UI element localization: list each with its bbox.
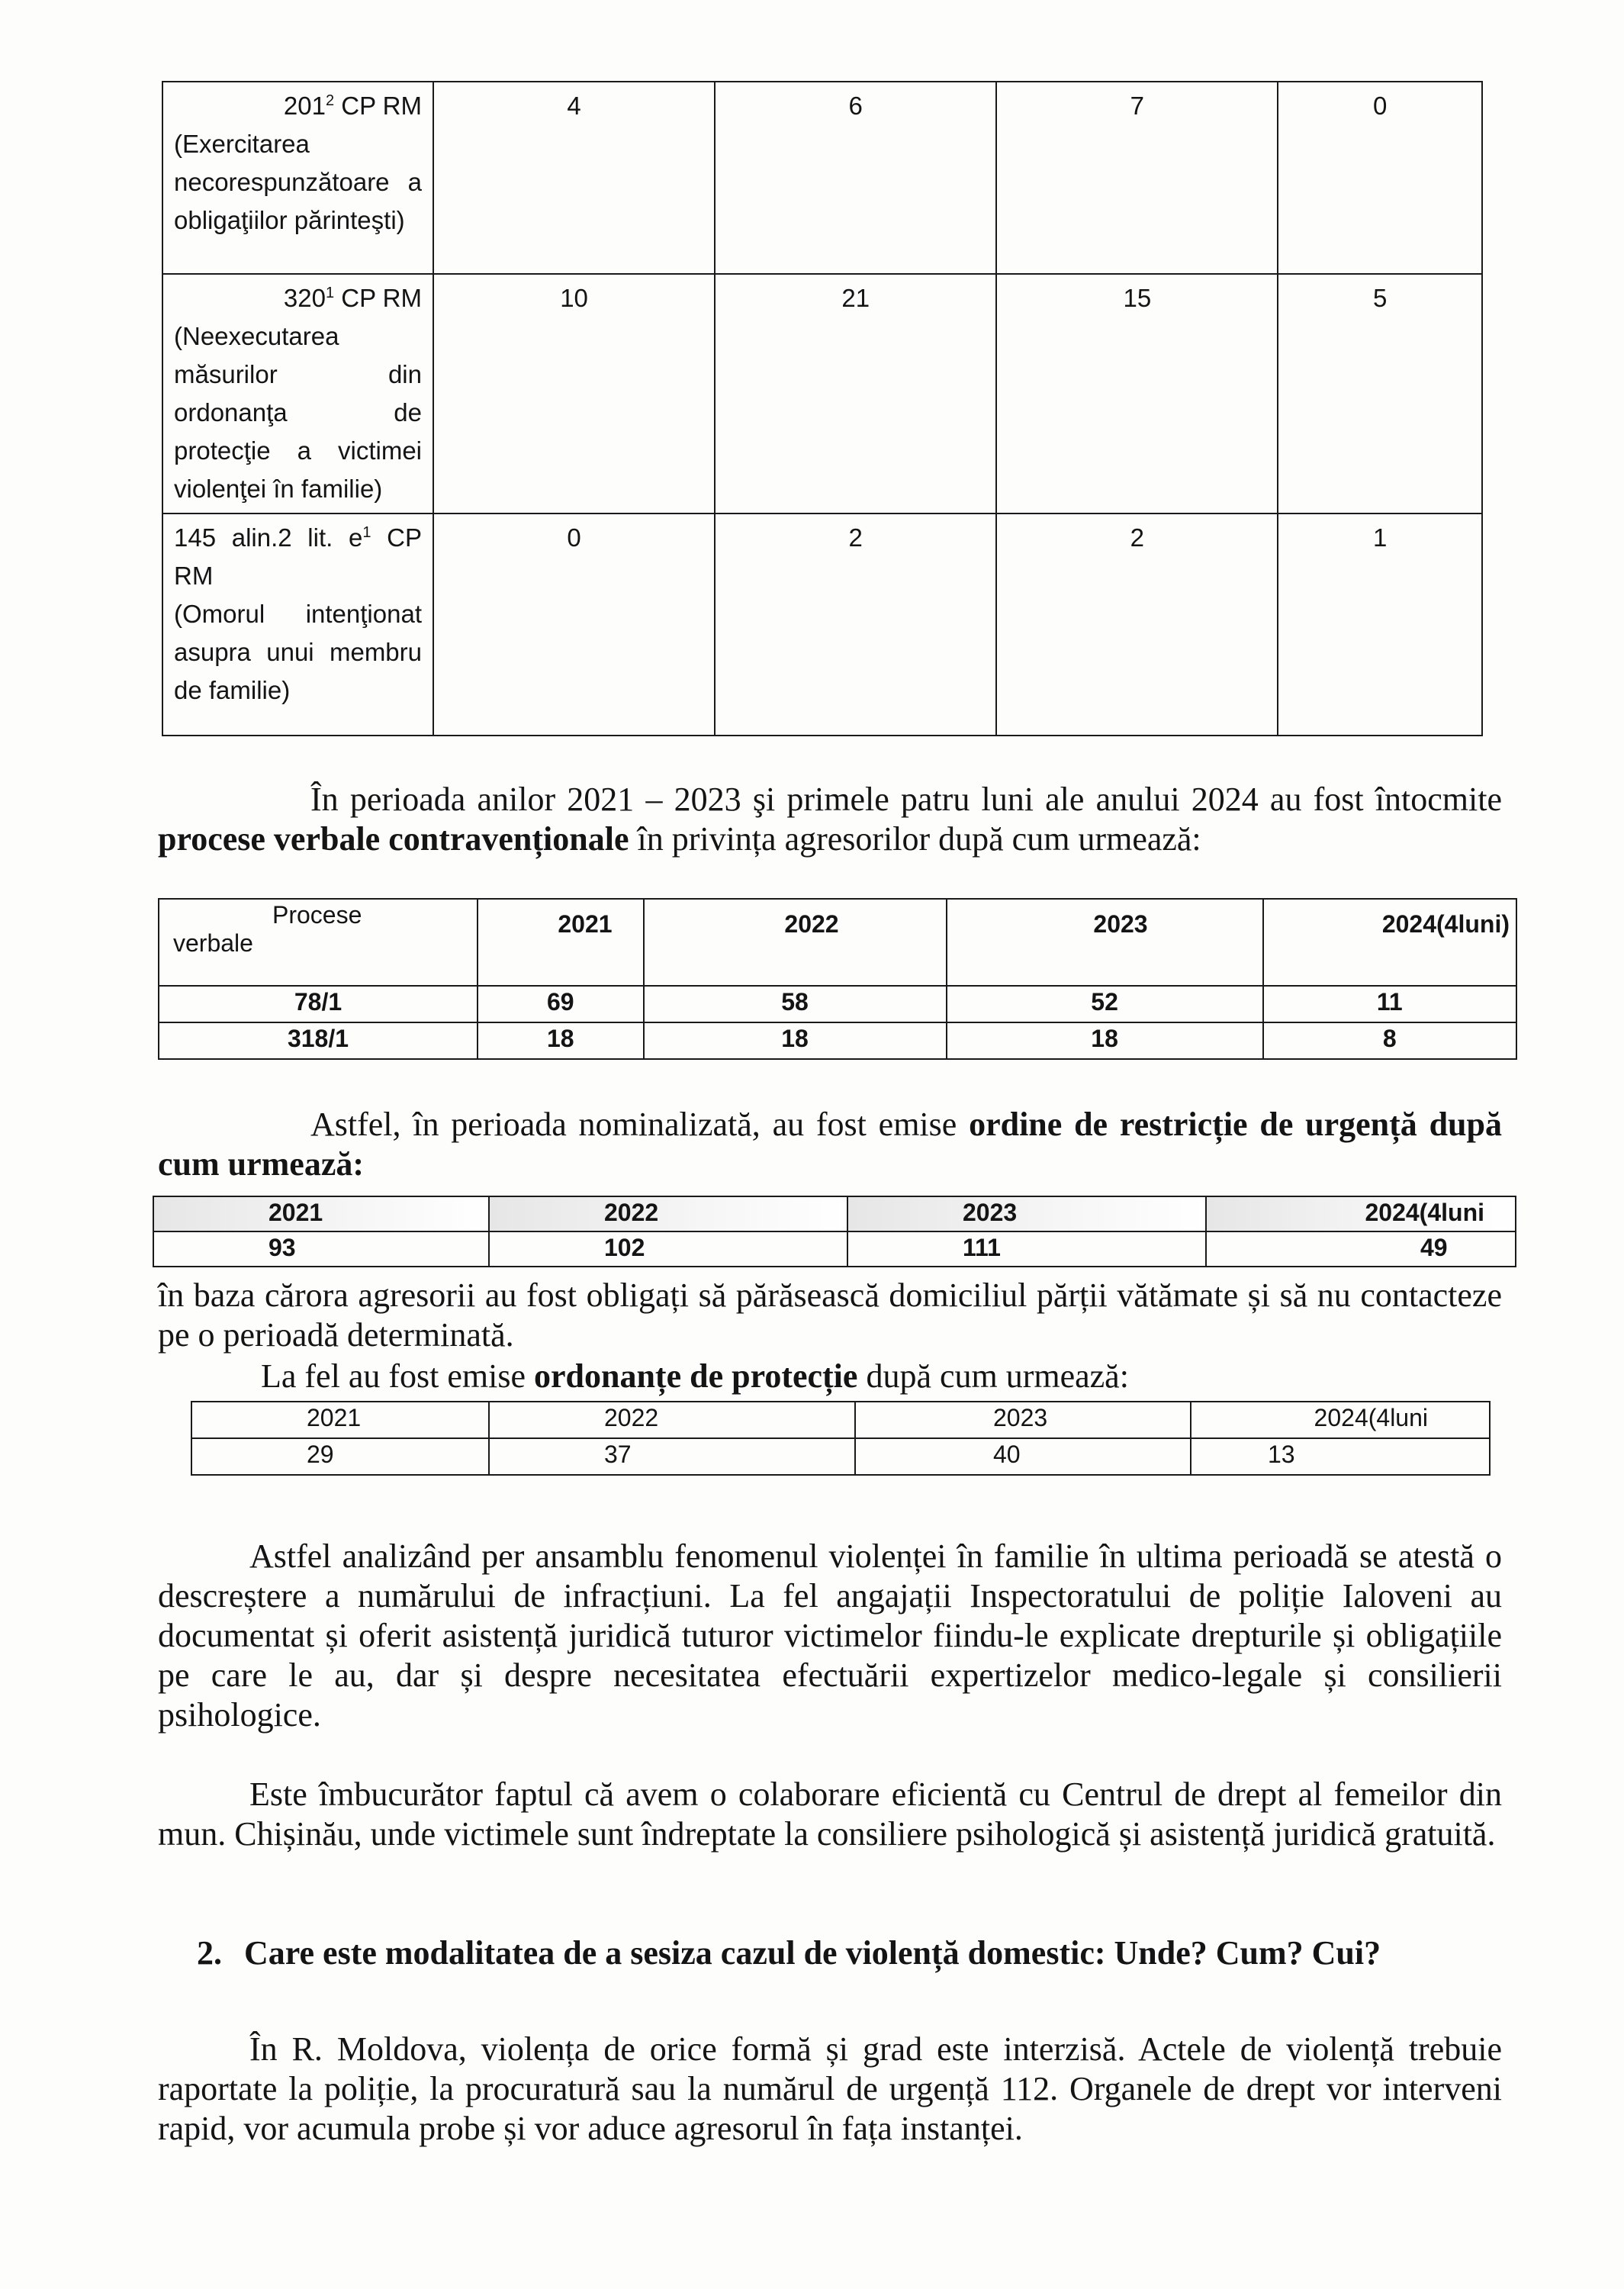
paragraph-collaboration: Este îmbucurător faptul că avem o colaborare eficientă cu Centrul de drept al femeilor din mun. Chișinău, unde victimele sunt îndreptate la consiliere psihologică și asistență juridică gratuită. bbox=[158, 1776, 1502, 1853]
value-cell: 111 bbox=[847, 1231, 1206, 1267]
table-row bbox=[162, 274, 1482, 513]
row-label: 78/1 bbox=[159, 986, 478, 1022]
value-cell: 37 bbox=[489, 1438, 855, 1475]
ordonante-protectie-table bbox=[191, 1401, 1491, 1476]
question-heading bbox=[197, 1930, 1494, 1976]
column-header: 2023 bbox=[947, 899, 1263, 986]
offence-description: (Neexecutarea măsurilor din ordonanţa de protecţie a victimei violenţei în familie) bbox=[174, 322, 422, 503]
value-cell: 18 bbox=[478, 1022, 644, 1059]
value-cell: 7 bbox=[996, 82, 1278, 274]
offence-code: $201^2$ CP RM bbox=[283, 92, 422, 120]
row-label: 318/1 bbox=[159, 1022, 478, 1059]
value-cell: 18 bbox=[644, 1022, 947, 1059]
column-header: Procese verbale bbox=[159, 899, 478, 986]
value-cell: 49 bbox=[1206, 1231, 1516, 1267]
column-header: 2021 bbox=[191, 1402, 489, 1438]
column-header: 2022 bbox=[644, 899, 947, 986]
table-header-row bbox=[191, 1402, 1490, 1438]
value-cell: 2 bbox=[715, 513, 996, 736]
value-cell: 2 bbox=[996, 513, 1278, 736]
table-row bbox=[153, 1231, 1516, 1267]
column-header: 2021 bbox=[153, 1196, 489, 1231]
value-cell: 18 bbox=[947, 1022, 1263, 1059]
paragraph-analysis: Astfel analizând per ansamblu fenomenul violenței în familie în ultima perioadă se atestă o descreștere a numărului de infracțiuni. La fel angajații Inspectoratului de poliție Ialoveni au documentat și oferit asistență juridică tuturor victimelor fiindu-le explicate drepturile și obligațiile pe care le au, dar și despre necesitatea efectuării expertizelor medico-legale și consilierii psihologice. bbox=[158, 1537, 1502, 1734]
paragraph-procese-verbale: În perioada anilor 2021 – 2023 şi primele patru luni ale anului 2024 au fost întocmite procese verbale contravenționale în privința agresorilor după cum urmează: bbox=[158, 781, 1502, 858]
value-cell: 11 bbox=[1263, 986, 1516, 1022]
paragraph-ordonante-protectie: La fel au fost emise ordonanțe de protecție după cum urmează: bbox=[261, 1357, 1129, 1395]
value-cell: 58 bbox=[644, 986, 947, 1022]
table-header-row bbox=[153, 1196, 1516, 1231]
value-cell: 102 bbox=[489, 1231, 847, 1267]
value-cell: 6 bbox=[715, 82, 996, 274]
paragraph-answer: În R. Moldova, violența de orice formă și grad este interzisă. Actele de violență trebuie raportate la poliție, la procuratură sau la numărul de urgență 112. Organele de drept vor interveni rapid, vor acumula probe și vor aduce agresorul în fața instanței. bbox=[158, 2030, 1502, 2147]
column-header: 2021 bbox=[478, 899, 644, 986]
offences-table bbox=[162, 81, 1483, 736]
table-row bbox=[159, 986, 1516, 1022]
emphasis: procese verbale contravenționale bbox=[158, 820, 629, 858]
value-cell: 0 bbox=[1278, 82, 1482, 274]
value-cell: 21 bbox=[715, 274, 996, 513]
offence-code: 145 alin.2 lit. $e^1$ CP RM bbox=[174, 523, 422, 590]
offence-description: (Exercitarea necorespunzătoare a obligaţiilor părinteşti) bbox=[174, 130, 422, 234]
ordine-restrictie-table bbox=[153, 1196, 1516, 1267]
column-header: 2022 bbox=[489, 1196, 847, 1231]
table-header-row bbox=[159, 899, 1516, 986]
value-cell: 69 bbox=[478, 986, 644, 1022]
offence-description: (Omorul intenţionat asupra unui membru de familie) bbox=[174, 600, 422, 704]
column-header: 2022 bbox=[489, 1402, 855, 1438]
column-header: 2024(4luni bbox=[1206, 1196, 1516, 1231]
value-cell: 15 bbox=[996, 274, 1278, 513]
offence-code: $320^1$ CP RM bbox=[283, 284, 422, 312]
value-cell: 0 bbox=[433, 513, 715, 736]
value-cell: 8 bbox=[1263, 1022, 1516, 1059]
question-number: 2. bbox=[197, 1934, 222, 1972]
paragraph-ordine-restrictie: Astfel, în perioada nominalizată, au fost emise ordine de restricție de urgență după cum urmează: bbox=[158, 1106, 1502, 1183]
value-cell: 5 bbox=[1278, 274, 1482, 513]
value-cell: 13 bbox=[1191, 1438, 1490, 1475]
procese-verbale-table bbox=[158, 898, 1517, 1060]
value-cell: 29 bbox=[191, 1438, 489, 1475]
table-row bbox=[159, 1022, 1516, 1059]
table-row bbox=[162, 513, 1482, 736]
value-cell: 52 bbox=[947, 986, 1263, 1022]
table-row bbox=[191, 1438, 1490, 1475]
paragraph-ordine-effect: în baza cărora agresorii au fost obligați să părăsească domiciliul părții vătămate și să nu contacteze pe o perioadă determinată. bbox=[158, 1276, 1502, 1354]
offence-label-cell bbox=[162, 513, 433, 736]
offence-label-cell bbox=[162, 274, 433, 513]
table-row bbox=[162, 82, 1482, 274]
column-header: 2024(4luni bbox=[1191, 1402, 1490, 1438]
column-header: 2024(4luni) bbox=[1263, 899, 1516, 986]
value-cell: 4 bbox=[433, 82, 715, 274]
value-cell: 10 bbox=[433, 274, 715, 513]
offence-label-cell bbox=[162, 82, 433, 274]
column-header: 2023 bbox=[847, 1196, 1206, 1231]
value-cell: 40 bbox=[855, 1438, 1191, 1475]
emphasis: ordine de restricție de urgență după cum urmează: bbox=[158, 1106, 1502, 1183]
emphasis: ordonanțe de protecție bbox=[533, 1357, 858, 1395]
column-header: 2023 bbox=[855, 1402, 1191, 1438]
question-text: Care este modalitatea de a sesiza cazul de violență domestic: Unde? Cum? Cui? bbox=[244, 1934, 1381, 1972]
value-cell: 93 bbox=[153, 1231, 489, 1267]
value-cell: 1 bbox=[1278, 513, 1482, 736]
